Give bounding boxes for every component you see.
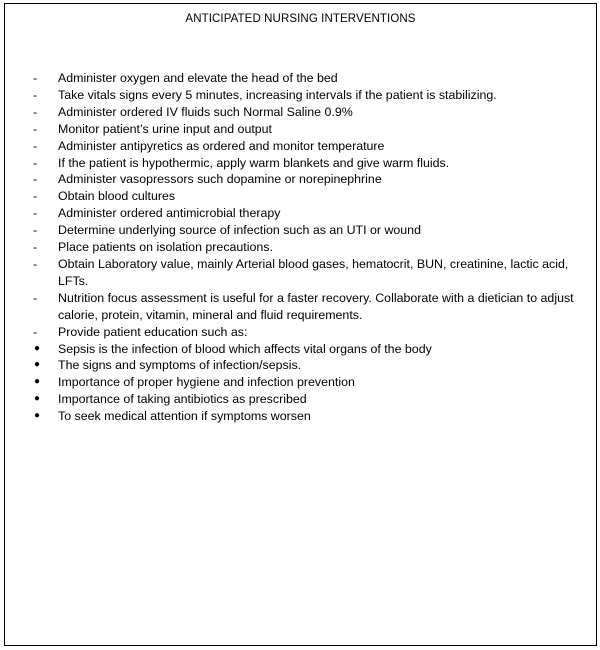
list-item [5, 70, 596, 87]
dash-marker: - [33, 87, 38, 102]
list-item-text: Administer ordered antimicrobial therapy [58, 206, 281, 221]
list-item-text: Administer oxygen and elevate the head of the bed [58, 71, 338, 85]
list-item [5, 171, 596, 188]
list-item-text: Place patients on isolation precautions. [58, 240, 273, 255]
dash-marker: - [33, 121, 38, 136]
dash-marker: - [33, 189, 38, 204]
list-item-text: Determine underlying source of infection such as an UTI or wound [58, 223, 421, 238]
bullet-icon: ● [34, 376, 41, 388]
list-item-text: Provide patient education such as: [58, 324, 248, 339]
bullet-icon: ● [34, 342, 41, 354]
list-item-text: Obtain blood cultures [58, 189, 176, 204]
dash-marker: - [33, 138, 38, 153]
list-item-text: Administer antipyretics as ordered and monitor temperature [58, 138, 385, 153]
list-item-text: Monitor patient’s urine input and output [58, 121, 272, 136]
list-item [5, 290, 596, 324]
education-list-item [5, 391, 596, 408]
document-title: ANTICIPATED NURSING INTERVENTIONS [185, 13, 416, 25]
list-item-text: Nutrition focus assessment is useful for a faster recovery. Collaborate with a dietician to adjust calorie, protein, vitamin, mineral and fluid requirements. [58, 290, 574, 322]
dash-marker: - [33, 324, 38, 339]
list-item-text: Administer ordered IV fluids such Normal Saline 0.9% [58, 104, 353, 119]
document-page [4, 3, 597, 646]
list-item [5, 188, 596, 205]
dash-marker: - [33, 104, 38, 119]
bullet-icon: ● [34, 393, 41, 405]
dash-marker: - [33, 240, 38, 255]
list-item [5, 222, 596, 239]
education-item-text: Importance of proper hygiene and infection prevention [58, 375, 355, 390]
list-item [5, 205, 596, 222]
list-item-text: If the patient is hypothermic, apply warm blankets and give warm fluids. [58, 155, 450, 170]
list-item [5, 104, 596, 121]
list-item-text: Obtain Laboratory value, mainly Arterial blood gases, hematocrit, BUN, creatinine, lactic acid, LFTs. [58, 256, 569, 288]
dash-marker: - [33, 206, 38, 221]
list-item-text: Administer vasopressors such dopamine or norepinephrine [58, 172, 382, 187]
education-list-item [5, 408, 596, 425]
list-item [5, 239, 596, 256]
bullet-icon: ● [34, 359, 41, 371]
list-item-text: Take vitals signs every 5 minutes, increasing intervals if the patient is stabilizing. [58, 87, 497, 102]
education-item-text: To seek medical attention if symptoms worsen [58, 409, 311, 424]
education-list-item [5, 357, 596, 374]
education-list-item [5, 374, 596, 391]
list-item [5, 155, 596, 172]
dash-marker: - [33, 223, 38, 238]
dash-marker: - [33, 172, 38, 187]
dash-marker: - [33, 290, 38, 305]
dash-marker: - [33, 71, 38, 85]
list-item [5, 121, 596, 138]
dash-marker: - [33, 256, 38, 271]
bullet-icon: ● [34, 410, 41, 422]
education-item-text: Importance of taking antibiotics as prescribed [58, 392, 307, 407]
education-item-text: The signs and symptoms of infection/sepsis. [58, 358, 302, 373]
list-item [5, 256, 596, 290]
list-item [5, 324, 596, 341]
list-item [5, 87, 596, 104]
education-list-item [5, 341, 596, 358]
list-item [5, 138, 596, 155]
dash-marker: - [33, 155, 38, 170]
education-item-text: Sepsis is the infection of blood which affects vital organs of the body [58, 341, 432, 356]
interventions-list [5, 70, 596, 425]
